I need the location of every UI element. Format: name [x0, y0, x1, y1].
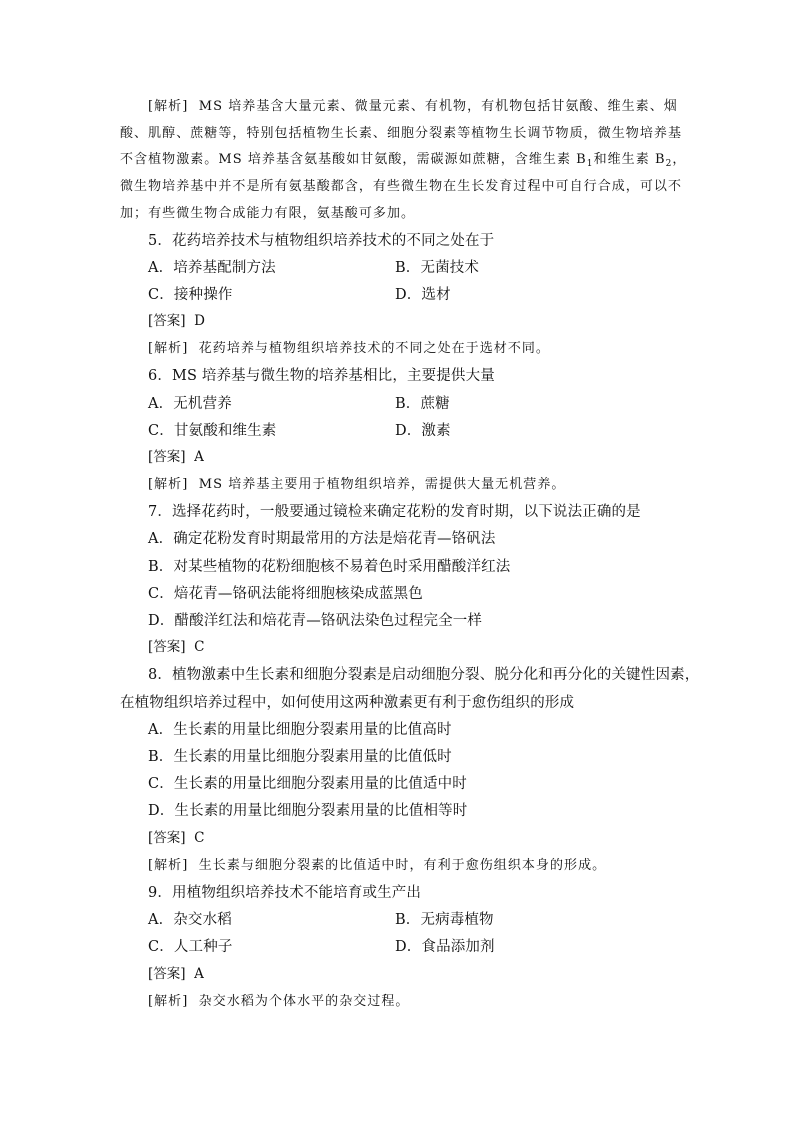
question-9-option-c: C．人工种子 — [148, 939, 233, 955]
intro-line-2: 酸、肌醇、蔗糖等，特别包括植物生长素、细胞分裂素等植物生长调节物质，微生物培养基 — [120, 126, 683, 141]
question-9-option-b: B．无病毒植物 — [395, 912, 494, 928]
question-8-option-d: D．生长素的用量比细胞分裂素用量的比值相等时 — [148, 803, 468, 819]
question-6-analysis: [解析] MS 培养基主要用于植物组织培养，需提供大量无机营养。 — [148, 477, 566, 492]
question-7-option-a: A．确定花粉发育时期最常用的方法是焙花青—铬矾法 — [148, 531, 496, 547]
question-5-answer: [答案] D — [148, 313, 205, 329]
question-8-stem-line-2: 在植物组织培养过程中，如何使用这两种激素更有利于愈伤组织的形成 — [120, 695, 575, 711]
question-9-option-d: D．食品添加剂 — [395, 939, 495, 955]
question-7-option-b: B．对某些植物的花粉细胞核不易着色时采用醋酸洋红法 — [148, 559, 511, 575]
question-7-option-c: C．焙花青—铬矾法能将细胞核染成蓝黑色 — [148, 586, 423, 602]
question-8-option-c: C．生长素的用量比细胞分裂素用量的比值适中时 — [148, 776, 467, 792]
question-7-answer: [答案] C — [148, 639, 205, 655]
question-6-option-d: D．激素 — [395, 423, 451, 439]
question-5-option-a: A．培养基配制方法 — [148, 260, 276, 276]
question-5-option-d: D．选材 — [395, 287, 451, 303]
question-9-analysis: [解析] 杂交水稻为个体水平的杂交过程。 — [148, 994, 410, 1009]
question-6-option-a: A．无机营养 — [148, 396, 232, 412]
question-7-option-d: D．醋酸洋红法和焙花青—铬矾法染色过程完全一样 — [148, 613, 483, 629]
question-9-answer: [答案] A — [148, 966, 204, 982]
question-5-analysis: [解析] 花药培养与植物组织培养技术的不同之处在于选材不同。 — [148, 341, 550, 356]
question-5-stem: 5．花药培养技术与植物组织培养技术的不同之处在于 — [148, 233, 495, 249]
question-6-answer: [答案] A — [148, 449, 204, 465]
question-9-stem: 9．用植物组织培养技术不能培育或生产出 — [148, 885, 422, 901]
question-5-option-c: C．接种操作 — [148, 287, 233, 303]
question-8-analysis: [解析] 生长素与细胞分裂素的比值适中时，有利于愈伤组织本身的形成。 — [148, 858, 607, 873]
question-8-answer: [答案] C — [148, 830, 205, 846]
intro-line-4: 微生物培养基中并不是所有氨基酸都含，有些微生物在生长发育过程中可自行合成，可以不 — [120, 179, 683, 194]
analysis-tag: [解析] — [148, 99, 189, 114]
question-9-option-a: A．杂交水稻 — [148, 912, 232, 928]
question-6-option-b: B．蔗糖 — [395, 396, 450, 412]
question-8-option-b: B．生长素的用量比细胞分裂素用量的比值低时 — [148, 749, 452, 765]
intro-line-3: 不含植物激素。MS 培养基含氨基酸如甘氨酸，需碳源如蔗糖，含维生素 $B_1$和维生素 $B_2$， — [120, 152, 687, 169]
question-8-stem-line-1: 8．植物激素中生长素和细胞分裂素是启动细胞分裂、脱分化和再分化的关键性因素， — [148, 667, 700, 683]
question-8-option-a: A．生长素的用量比细胞分裂素用量的比值高时 — [148, 722, 452, 738]
question-5-option-b: B．无菌技术 — [395, 260, 480, 276]
intro-line-5: 加；有些微生物合成能力有限，氨基酸可多加。 — [120, 206, 416, 221]
question-6-option-c: C．甘氨酸和维生素 — [148, 423, 277, 439]
intro-line-1: [解析] MS 培养基含大量元素、微量元素、有机物，有机物包括甘氨酸、维生素、烟 — [148, 99, 678, 114]
question-6-stem: 6．MS 培养基与微生物的培养基相比，主要提供大量 — [148, 368, 495, 384]
question-7-stem: 7．选择花药时，一般要通过镜检来确定花粉的发育时期，以下说法正确的是 — [148, 504, 641, 520]
